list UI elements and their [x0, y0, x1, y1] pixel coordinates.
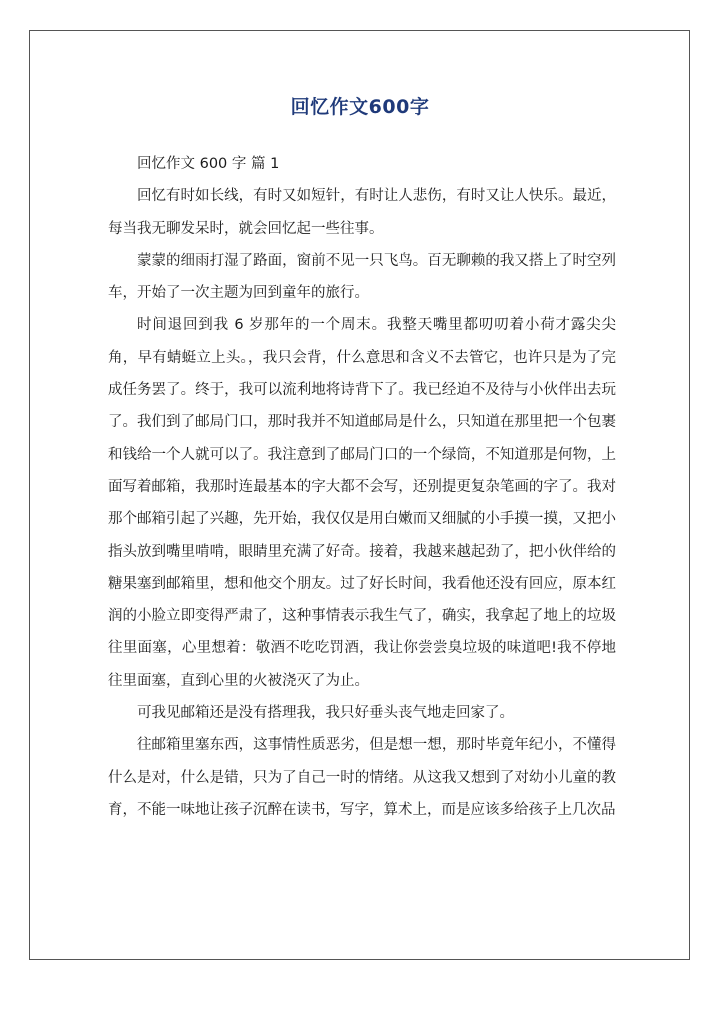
paragraph-1: 回忆有时如长线，有时又如短针，有时让人悲伤，有时又让人快乐。最近，每当我无聊发呆时，就会回忆起一些往事。	[108, 188, 616, 237]
paragraph-5: 往邮箱里塞东西，这事情性质恶劣，但是想一想，那时毕竟年纪小，不懂得什么是对，什么是错，只为了自己一时的情绪。从这我又想到了对幼小儿童的教育，不能一味地让孩子沉醉在读书，写字，算术上，而是应该多给孩子上几次品	[108, 737, 616, 818]
paragraph-3: 时间退回到我 6 岁那年的一个周末。我整天嘴里都叨叨着小荷才露尖尖角，早有蜻蜓立上头。，我只会背，什么意思和含义不去管它，也许只是为了完成任务罢了。终于，我可以流利地将诗背下了。我已经迫不及待与小伙伴出去玩了。我们到了邮局门口，那时我并不知道邮局是什么，只知道在那里把一个包裹和钱给一个人就可以了。我注意到了邮局门口的一个绿筒，不知道那是何物，上面写着邮箱，我那时连最基本的字大都不会写，还别提更复杂笔画的字了。我对那个邮箱引起了兴趣，先开始，我仅仅是用白嫩而又细腻的小手摸一摸，又把小指头放到嘴里啃啃，眼睛里充满了好奇。接着，我越来越起劲了，把小伙伴给的糖果塞到邮箱里，想和他交个朋友。过了好长时间，我看他还没有回应，原本红润的小脸立即变得严肃了，这种事情表示我生气了，确实，我拿起了地上的垃圾往里面塞，心里想着：敬酒不吃吃罚酒，我让你尝尝臭垃圾的味道吧!我不停地往里面塞，直到心里的火被浇灭了为止。	[108, 317, 616, 689]
paragraph-4: 可我见邮箱还是没有搭理我，我只好垂头丧气地走回家了。	[137, 705, 514, 722]
paragraph-2: 蒙蒙的细雨打湿了路面，窗前不见一只飞鸟。百无聊赖的我又搭上了时空列车，开始了一次主题为回到童年的旅行。	[108, 252, 616, 302]
document-body	[108, 148, 616, 826]
document-title: 回忆作文600字	[290, 96, 430, 118]
essay-subheading: 回忆作文 600 字 篇 1	[137, 156, 280, 172]
